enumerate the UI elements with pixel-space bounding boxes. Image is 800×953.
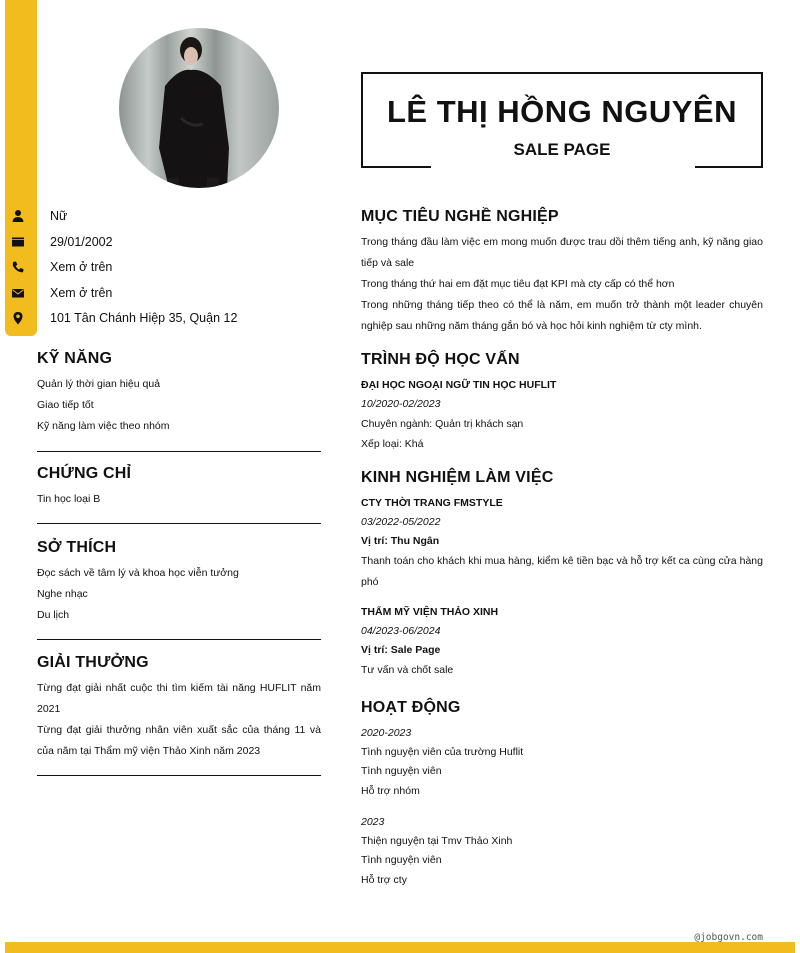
job-entry [361,603,763,680]
skill-item: Giao tiếp tốt [37,399,94,411]
job-position: Vị trí: Sale Page [361,644,441,656]
awards-title: GIẢI THƯỞNG [37,654,149,671]
education-grade: Xếp loại: Khá [361,438,424,450]
phone-icon [11,260,25,274]
experience-title: KINH NGHIỆM LÀM VIỆC [361,469,554,486]
contact-phone-text: Xem ở trên [50,260,113,275]
company-name: THẨM MỸ VIỆN THẢO XINH [361,606,499,618]
contact-gender [5,207,325,233]
objective-paragraph: Trong tháng đầu làm việc em mong muốn được trau dồi thêm tiếng anh, kỹ năng giao tiếp và sale [361,236,763,269]
contact-phone [5,258,325,284]
job-period: 03/2022-05/2022 [361,516,441,528]
education-title: TRÌNH ĐỘ HỌC VẤN [361,351,520,368]
contact-address-text: 101 Tân Chánh Hiệp 35, Quận 12 [50,311,238,326]
contact-birthday [5,233,325,259]
activity-role: Tình nguyện viên [361,765,442,777]
watermark: @jobgovn.com [694,932,763,943]
avatar [119,28,279,188]
contact-email-text: Xem ở trên [50,285,113,300]
education-period: 10/2020-02/2023 [361,398,441,410]
objective-paragraph: Trong những tháng tiếp theo có thể là năm, em muốn trở thành một leader chuyên nghiệp sau những năm tháng gắn bó và học hỏi kinh nghiệm từ cty mình. [361,299,763,332]
hobbies-title: SỞ THÍCH [37,539,117,556]
activities-title: HOẠT ĐỘNG [361,699,461,716]
contact-list [5,207,325,335]
activity-task: Hỗ trợ cty [361,874,407,886]
hobbies-section [37,538,321,640]
award-item: Từng đạt giải thưởng nhân viên xuất sắc của tháng 11 và của năm tại Thẩm mỹ viện Thảo Xinh năm 2023 [37,724,321,757]
education-section [361,350,763,454]
job-description: Tư vấn và chốt sale [361,664,454,676]
frame-bottom-right [695,166,763,168]
objective-paragraph: Trong tháng thứ hai em đặt mục tiêu đạt KPI mà cty cấp có thể hơn [361,278,675,290]
divider [37,523,321,524]
job-description: Thanh toán cho khách khi mua hàng, kiểm kê tiền bạc và hỗ trợ kết ca cùng cửa hàng phó [361,555,763,588]
job-position: Vị trí: Thu Ngân [361,535,440,547]
hobby-item: Nghe nhạc [37,588,88,600]
divider [37,451,321,452]
name-header [361,72,763,168]
frame-bottom-left [361,166,431,168]
education-major: Chuyên ngành: Quản trị khách sạn [361,418,524,430]
full-name: LÊ THỊ HỒNG NGUYÊN [386,94,737,129]
certificate-item: Tin học loại B [37,493,101,505]
company-name: CTY THỜI TRANG FMSTYLE [361,497,503,509]
activity-entry [361,724,763,801]
activity-entry [361,813,763,890]
skill-item: Kỹ năng làm việc theo nhóm [37,420,170,432]
objective-title: MỤC TIÊU NGHỀ NGHIỆP [361,208,559,225]
hobby-item: Du lịch [37,609,70,621]
objective-section [361,207,763,337]
skill-item: Quản lý thời gian hiệu quả [37,378,161,390]
experience-section [361,468,763,680]
activity-period: 2023 [361,816,385,828]
awards-section [37,653,321,776]
activity-org: Thiện nguyện tại Tmv Thảo Xinh [361,835,513,847]
hobby-item: Đọc sách về tâm lý và khoa học viễn tưởng [37,567,239,579]
contact-address [5,309,325,335]
contact-gender-text: Nữ [50,209,68,223]
job-entry [361,494,763,593]
job-period: 04/2023-06/2024 [361,625,441,637]
activities-section [361,698,763,890]
certificates-section [37,464,321,524]
contact-email [5,284,325,310]
school-name: ĐẠI HỌC NGOẠI NGỮ TIN HỌC HUFLIT [361,379,557,391]
mail-icon [11,286,25,300]
activity-org: Tình nguyện viên của trường Huflit [361,746,524,758]
skills-title: KỸ NĂNG [37,350,113,367]
activity-role: Tình nguyện viên [361,854,442,866]
certificates-title: CHỨNG CHỈ [37,465,132,482]
calendar-icon [11,235,25,249]
accent-footer-bar [5,942,795,953]
divider [37,775,321,776]
activity-period: 2020-2023 [361,727,412,739]
job-title: SALE PAGE [513,140,611,159]
person-icon [11,209,25,223]
award-item: Từng đạt giải nhất cuộc thi tìm kiếm tài năng HUFLIT năm 2021 [37,682,321,715]
activity-task: Hỗ trợ nhóm [361,785,420,797]
location-pin-icon [11,311,25,325]
skills-section [37,349,321,452]
contact-birthday-text: 29/01/2002 [50,234,113,249]
divider [37,639,321,640]
